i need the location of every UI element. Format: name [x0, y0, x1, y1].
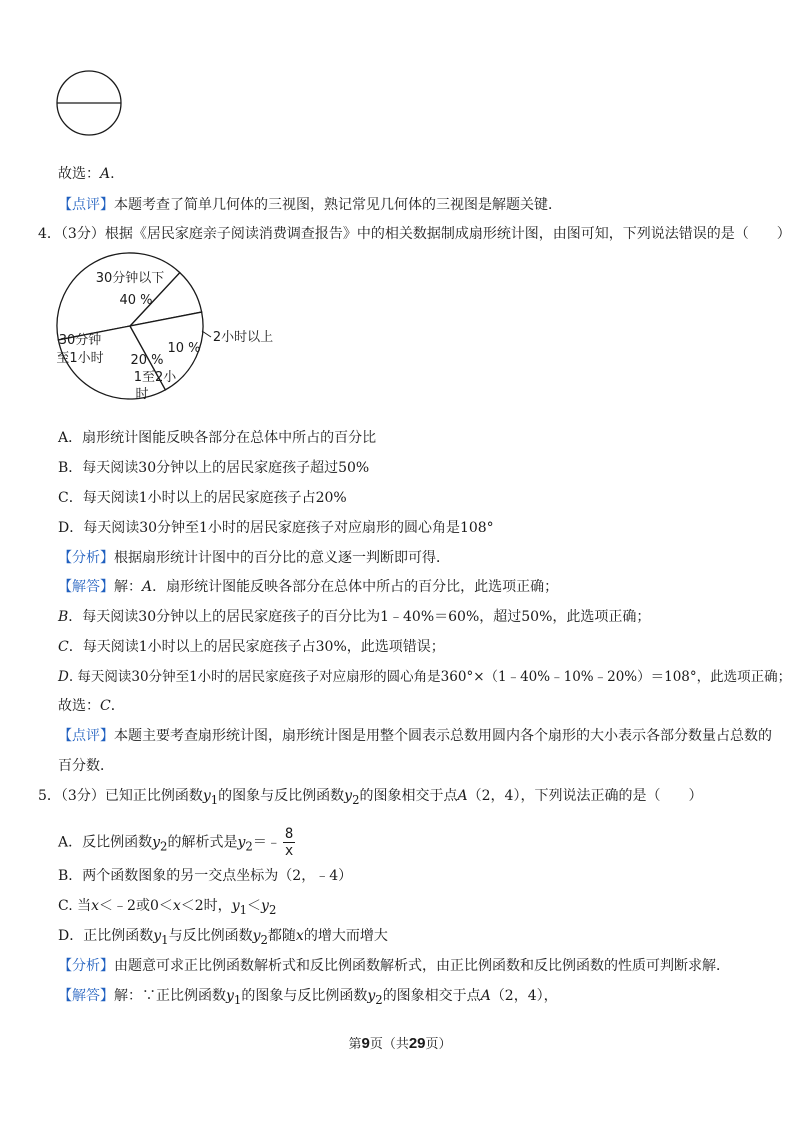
label-30-to-1-line1: 30分钟 [58, 333, 102, 348]
q4-comment-2: 百分数． [58, 758, 114, 774]
prev-comment: 【点评】本题考查了简单几何体的三视图，熟记常见几何体的三视图是解题关键． [58, 197, 562, 213]
page-footer: 第9页（共29页） [348, 1035, 452, 1052]
fraction: $\frac{8}{x}$ [284, 826, 294, 859]
q4-answer-b: B．每天阅读30分钟以上的居民家庭孩子的百分比为1﹣40%＝60%，超过50%，此选项正确； [58, 609, 651, 625]
q4-option-c: C．每天阅读1小时以上的居民家庭孩子占20% [58, 490, 347, 506]
q5-analysis: 【分析】由题意可求正比例函数解析式和反比例函数解析式，由正比例函数和反比例函数的性质可判断求解． [58, 958, 730, 974]
label-1-to-2-line1: 1至2小 [133, 370, 177, 385]
q4-option-d: D．每天阅读30分钟至1小时的居民家庭孩子对应扇形的圆心角是108° [58, 520, 494, 536]
q4-option-b: B．每天阅读30分钟以上的居民家庭孩子超过50% [58, 460, 370, 476]
q4-final: 故选：C． [58, 698, 125, 714]
comment-tag: 【点评】 [58, 197, 114, 213]
q4-option-a: A．扇形统计图能反映各部分在总体中所占的百分比 [58, 430, 377, 446]
label-30-below: 30分钟以下 [95, 271, 165, 286]
prev-answer: 故选：A. [58, 166, 115, 182]
label-above-2: 2小时以上 [212, 330, 274, 345]
q4-answer-d: D. 每天阅读30分钟至1小时的居民家庭孩子对应扇形的圆心角是360°×（1﹣40%﹣10%﹣20%）＝108°，此选项正确； [58, 669, 792, 685]
q4-analysis: 【分析】根据扇形统计计图中的百分比的意义逐一判断即可得． [58, 550, 450, 566]
q4-comment-1: 【点评】本题主要考查扇形统计图，扇形统计图是用整个圆表示总数用圆内各个扇形的大小表示各部分数量占总数的 [58, 728, 772, 744]
q5-stem: 5．（3分）已知正比例函数$y_1$的图象与反比例函数$y_2$的图象相交于点A（2，4），下列说法正确的是（ ） [38, 788, 703, 807]
q5-option-d: D．正比例函数$y_1$与反比例函数$y_2$都随x的增大而增大 [58, 928, 388, 947]
q5-option-a: A．反比例函数$y_2$的解析式是$y_2=﹣$ $\frac{8}{x}$ [58, 826, 294, 859]
pct-above-2: 10 % [167, 341, 201, 356]
q5-option-c: C. 当x＜﹣2或0＜x＜2时，$y_1<y_2$ [58, 898, 277, 917]
q5-option-b: B．两个函数图象的另一交点坐标为（2，﹣4） [58, 868, 353, 884]
label-30-to-1-line2: 至1小时 [56, 351, 104, 366]
pct-30-below: 40 % [119, 293, 153, 308]
page-number: 9 [361, 1035, 370, 1052]
q4-answer-a: 【解答】解：A．扇形统计图能反映各部分在总体中所占的百分比，此选项正确； [58, 579, 559, 595]
label-1-to-2-line2: 时 [135, 387, 149, 402]
page-total: 29 [408, 1035, 426, 1052]
pct-1-to-2: 20 % [130, 353, 164, 368]
q4-stem: 4．（3分）根据《居民家庭亲子阅读消费调查报告》中的相关数据制成扇形统计图，由图可知，下列说法错误的是（ ） [38, 226, 791, 242]
circle-figure [54, 68, 124, 138]
leader-line [202, 331, 211, 337]
pie-chart [54, 252, 294, 402]
q5-answer: 【解答】解：∵正比例函数$y_1$的图象与反比例函数$y_2$的图象相交于点A（2，4）， [58, 988, 558, 1007]
q4-answer-c: C．每天阅读1小时以上的居民家庭孩子占30%，此选项错误； [58, 639, 445, 655]
